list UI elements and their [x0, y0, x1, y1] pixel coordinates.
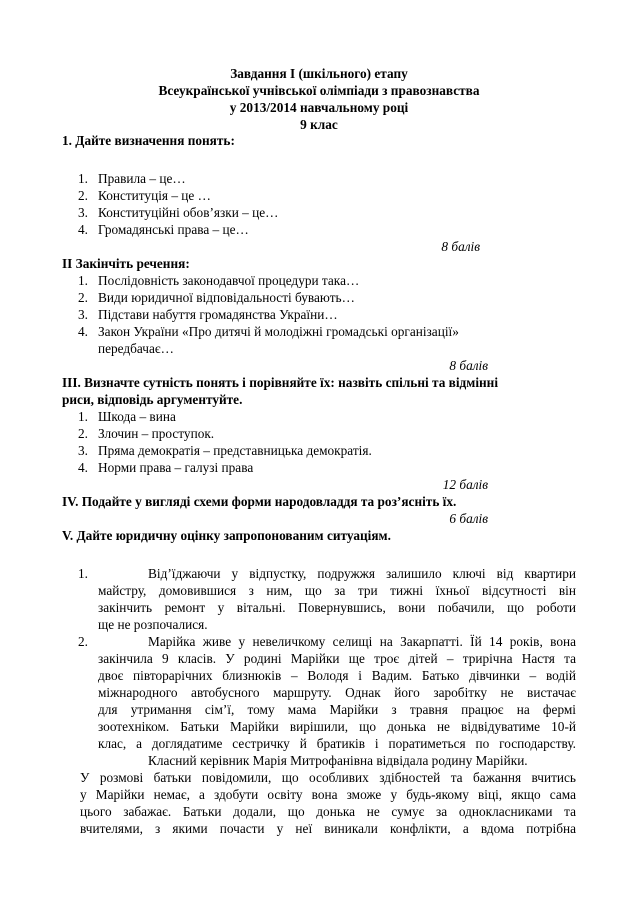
- case1-line: закінчить ремонт у вітальні. Повернувшись, вони побачили, що роботи: [98, 600, 576, 615]
- case2-tail-line: у Марійки немає, а здобути освіту вона зможе у будь-якому віці, якщо сама: [80, 787, 576, 802]
- list-item: Пряма демократія – представницька демократія.: [98, 443, 372, 458]
- case-number: 2.: [78, 634, 88, 649]
- list-item-continuation: передбачає…: [98, 341, 174, 356]
- list-number: 1.: [78, 273, 88, 288]
- list-number: 4.: [78, 222, 88, 237]
- header-title-line3: у 2013/2014 навчальному році: [229, 100, 409, 115]
- case2-line: клас, а доглядатиме сестричку й братиків і поратиметься по господарству.: [98, 736, 576, 751]
- list-number: 4.: [78, 324, 88, 339]
- case1-line: Від’їджаючи у відпустку, подружжя залишило ключі від квартири: [148, 566, 576, 581]
- case2-line: зоотехніком. Батьки Марійки вирішили, що донька не відвідуватиме 10-й: [98, 719, 576, 734]
- header-title-line1: Завдання І (шкільного) етапу: [230, 66, 408, 81]
- section1-title: 1. Дайте визначення понять:: [62, 133, 235, 148]
- section1-score: 8 балів: [441, 239, 480, 254]
- list-item: Конституційні обов’язки – це…: [98, 205, 279, 220]
- case2-line: для утримання сім’ї, тому мама Марійки з травня працює на фермі: [98, 702, 576, 717]
- list-number: 4.: [78, 460, 88, 475]
- list-item: Громадянські права – це…: [98, 222, 249, 237]
- list-number: 2.: [78, 290, 88, 305]
- list-number: 1.: [78, 171, 88, 186]
- case2-tail-line: вчителями, з якими почасти у неї виникали конфлікти, а вдома потрібна: [80, 821, 576, 836]
- case1-line: майстру, домовившися з ним, що за три тижні їхньої відсутності він: [98, 583, 576, 598]
- list-number: 1.: [78, 409, 88, 424]
- section2-title: ІІ Закінчіть речення:: [62, 256, 190, 271]
- section4-score: 6 балів: [449, 511, 488, 526]
- header-title-line2: Всеукраїнської учнівської олімпіади з правознавства: [158, 83, 480, 98]
- case2-line: закінчила 9 класів. У родині Марійки ще троє дітей – трирічна Настя та: [98, 651, 576, 666]
- list-number: 3.: [78, 205, 88, 220]
- list-item: Послідовність законодавчої процедури така…: [98, 273, 360, 288]
- list-number: 3.: [78, 307, 88, 322]
- section5-title: V. Дайте юридичну оцінку запропонованим ситуаціям.: [62, 528, 391, 543]
- list-item: Правила – це…: [98, 171, 186, 186]
- case1-line: ще не розпочалися.: [98, 617, 208, 632]
- section3-score: 12 балів: [442, 477, 488, 492]
- case2-tail-line: цього забажає. Батьки додали, що донька не сумує за однокласниками та: [80, 804, 576, 819]
- case2-tail-line: У розмові батьки повідомили, що особливих здібностей та бажання вчитись: [80, 770, 576, 785]
- case2-line: міжнародного автобусного маршруту. Однак його заробітку не вистачає: [98, 685, 576, 700]
- list-item: Види юридичної відповідальності бувають…: [98, 290, 355, 305]
- section4-title: ІV. Подайте у вигляді схеми форми народовладдя та роз’ясніть їх.: [62, 494, 457, 509]
- list-number: 2.: [78, 426, 88, 441]
- section3-title-cont: риси, відповідь аргументуйте.: [62, 392, 243, 407]
- list-item: Норми права – галузі права: [98, 460, 254, 475]
- case2-line: Марійка живе у невеличкому селищі на Закарпатті. Їй 14 років, вона: [148, 634, 576, 649]
- case2-line: Класний керівник Марія Митрофанівна відвідала родину Марійки.: [148, 753, 528, 768]
- section2-score: 8 балів: [449, 358, 488, 373]
- list-item: Підстави набуття громадянства України…: [98, 307, 338, 322]
- list-item: Шкода – вина: [98, 409, 176, 424]
- case-number: 1.: [78, 566, 88, 581]
- case2-line: двоє півторарічних близнюків – Володя і Вадим. Батько дівчинки – водій: [98, 668, 576, 683]
- section3-title: ІІІ. Визначте сутність понять і порівняйте їх: назвіть спільні та відмінні: [62, 375, 499, 390]
- list-number: 2.: [78, 188, 88, 203]
- list-item: Закон України «Про дитячі й молодіжні громадські організації»: [98, 324, 459, 339]
- list-item: Злочин – проступок.: [98, 426, 215, 441]
- header-grade: 9 клас: [300, 117, 338, 132]
- list-item: Конституція – це …: [98, 188, 211, 203]
- list-number: 3.: [78, 443, 88, 458]
